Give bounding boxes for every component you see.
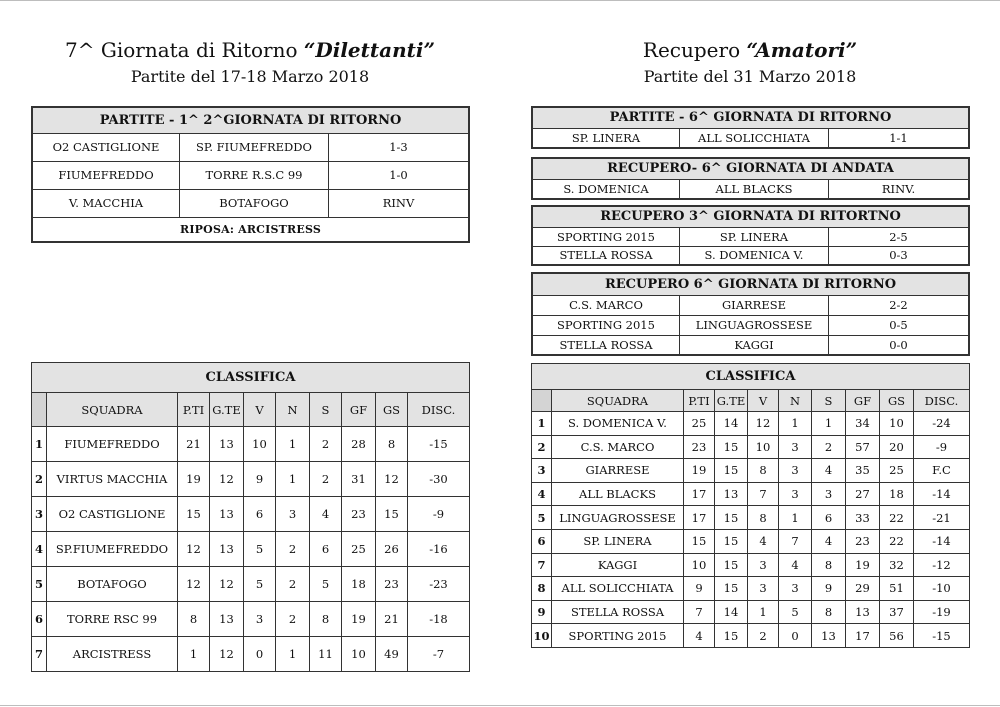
- team-name-cell: FIUMEFREDDO: [47, 427, 178, 462]
- stat-cell: -9: [408, 497, 470, 532]
- home-team: SPORTING 2015: [532, 315, 680, 335]
- stat-cell: 12: [210, 462, 244, 497]
- section-header: RECUPERO- 6^ GIORNATA DI ANDATA: [532, 158, 969, 179]
- position-column-header: [532, 390, 552, 412]
- stat-cell: 4: [748, 529, 779, 553]
- stat-cell: 4: [812, 529, 846, 553]
- position-cell: 2: [32, 462, 47, 497]
- stat-cell: 33: [846, 506, 880, 530]
- stat-cell: -21: [914, 506, 970, 530]
- score: 1-1: [829, 128, 970, 148]
- right-subtitle: Partite del 31 Marzo 2018: [643, 67, 857, 86]
- stat-cell: 31: [342, 462, 376, 497]
- team-name-cell: ALL SOLICCHIATA: [552, 577, 684, 601]
- stat-cell: 19: [178, 462, 210, 497]
- column-header: V: [748, 390, 779, 412]
- column-header: P.TI: [178, 393, 210, 427]
- table-row: [32, 567, 470, 602]
- stat-cell: 5: [310, 567, 342, 602]
- right-standings-table: [531, 363, 970, 648]
- team-name-cell: LINGUAGROSSESE: [552, 506, 684, 530]
- right-section-0: [531, 106, 970, 149]
- table-row: [32, 602, 470, 637]
- stat-cell: 3: [748, 577, 779, 601]
- away-team: SP. FIUMEFREDDO: [180, 133, 329, 161]
- table-row: [532, 412, 970, 436]
- stat-cell: 19: [846, 553, 880, 577]
- stat-cell: -19: [914, 600, 970, 624]
- position-cell: 9: [532, 600, 552, 624]
- column-header: SQUADRA: [552, 390, 684, 412]
- position-cell: 3: [532, 459, 552, 483]
- stat-cell: 28: [342, 427, 376, 462]
- stat-cell: 1: [276, 427, 310, 462]
- stat-cell: 26: [376, 532, 408, 567]
- away-team: BOTAFOGO: [180, 189, 329, 217]
- home-team: FIUMEFREDDO: [32, 161, 180, 189]
- stat-cell: 9: [684, 577, 715, 601]
- stat-cell: 13: [812, 624, 846, 648]
- stat-cell: -30: [408, 462, 470, 497]
- score: 2-2: [829, 295, 970, 315]
- stat-cell: 3: [779, 459, 812, 483]
- stat-cell: 6: [812, 506, 846, 530]
- page-top-border: [0, 0, 1000, 1]
- column-header: GF: [846, 390, 880, 412]
- home-team: V. MACCHIA: [32, 189, 180, 217]
- stat-cell: 0: [244, 637, 276, 672]
- stat-cell: 57: [846, 435, 880, 459]
- table-row: [32, 462, 470, 497]
- column-header: DISC.: [914, 390, 970, 412]
- stat-cell: 10: [684, 553, 715, 577]
- table-row: [532, 553, 970, 577]
- stat-cell: 8: [376, 427, 408, 462]
- table-row: [32, 161, 469, 189]
- stat-cell: 25: [342, 532, 376, 567]
- stat-cell: -14: [914, 529, 970, 553]
- stat-cell: 2: [310, 462, 342, 497]
- stat-cell: -16: [408, 532, 470, 567]
- position-cell: 10: [532, 624, 552, 648]
- stat-cell: F.C: [914, 459, 970, 483]
- stat-cell: 15: [715, 624, 748, 648]
- stat-cell: 4: [684, 624, 715, 648]
- position-cell: 6: [532, 529, 552, 553]
- stat-cell: 12: [178, 567, 210, 602]
- position-cell: 5: [532, 506, 552, 530]
- stat-cell: 15: [376, 497, 408, 532]
- stat-cell: 6: [310, 532, 342, 567]
- stat-cell: 3: [276, 497, 310, 532]
- stat-cell: 3: [779, 435, 812, 459]
- table-row: [532, 128, 969, 148]
- stat-cell: 2: [748, 624, 779, 648]
- position-cell: 2: [532, 435, 552, 459]
- column-header: G.TE: [715, 390, 748, 412]
- stat-cell: 29: [846, 577, 880, 601]
- column-header: V: [244, 393, 276, 427]
- stat-cell: -7: [408, 637, 470, 672]
- left-title: [30, 37, 470, 63]
- position-cell: 7: [532, 553, 552, 577]
- score: 0-3: [829, 246, 970, 265]
- stat-cell: 6: [244, 497, 276, 532]
- stat-cell: 13: [715, 482, 748, 506]
- table-row: [532, 624, 970, 648]
- stat-cell: 2: [276, 567, 310, 602]
- stat-cell: 15: [715, 435, 748, 459]
- position-cell: 1: [532, 412, 552, 436]
- stat-cell: 12: [748, 412, 779, 436]
- left-matches-header: PARTITE - 1^ 2^GIORNATA DI RITORNO: [32, 107, 469, 133]
- table-row: [532, 227, 969, 246]
- stat-cell: 12: [210, 637, 244, 672]
- column-header: GS: [376, 393, 408, 427]
- team-name-cell: GIARRESE: [552, 459, 684, 483]
- left-standings-table: [31, 362, 470, 672]
- stat-cell: 18: [342, 567, 376, 602]
- left-matches-table: [31, 106, 470, 243]
- stat-cell: 2: [310, 427, 342, 462]
- stat-cell: 3: [244, 602, 276, 637]
- table-row: [532, 482, 970, 506]
- stat-cell: 4: [310, 497, 342, 532]
- team-name-cell: SPORTING 2015: [552, 624, 684, 648]
- table-row: [32, 189, 469, 217]
- position-cell: 8: [532, 577, 552, 601]
- table-row: [532, 529, 970, 553]
- position-cell: 6: [32, 602, 47, 637]
- position-column-header: [32, 393, 47, 427]
- stat-cell: 9: [812, 577, 846, 601]
- home-team: S. DOMENICA: [532, 179, 680, 199]
- table-row: [32, 497, 470, 532]
- stat-cell: 4: [812, 459, 846, 483]
- stat-cell: 13: [846, 600, 880, 624]
- away-team: ALL SOLICCHIATA: [680, 128, 829, 148]
- stat-cell: 0: [779, 624, 812, 648]
- table-row: [532, 459, 970, 483]
- stat-cell: 10: [342, 637, 376, 672]
- position-cell: 4: [32, 532, 47, 567]
- stat-cell: 1: [812, 412, 846, 436]
- section-header: PARTITE - 6^ GIORNATA DI RITORNO: [532, 107, 969, 128]
- stat-cell: 21: [376, 602, 408, 637]
- stat-cell: 1: [779, 412, 812, 436]
- column-header: GF: [342, 393, 376, 427]
- stat-cell: 23: [684, 435, 715, 459]
- stat-cell: 8: [812, 600, 846, 624]
- stat-cell: 4: [779, 553, 812, 577]
- team-name-cell: ARCISTRESS: [47, 637, 178, 672]
- stat-cell: 22: [880, 529, 914, 553]
- stat-cell: -10: [914, 577, 970, 601]
- stat-cell: 15: [715, 506, 748, 530]
- right-heading: [530, 37, 970, 88]
- right-title: [530, 37, 970, 63]
- table-row: [532, 435, 970, 459]
- stat-cell: 19: [342, 602, 376, 637]
- position-cell: 5: [32, 567, 47, 602]
- stat-cell: 37: [880, 600, 914, 624]
- stat-cell: 3: [812, 482, 846, 506]
- stat-cell: 10: [880, 412, 914, 436]
- stat-cell: 3: [779, 482, 812, 506]
- position-cell: 3: [32, 497, 47, 532]
- stat-cell: 23: [342, 497, 376, 532]
- team-name-cell: KAGGI: [552, 553, 684, 577]
- left-subtitle: Partite del 17-18 Marzo 2018: [130, 67, 370, 86]
- team-name-cell: BOTAFOGO: [47, 567, 178, 602]
- right-title-prefix: Recupero: [642, 38, 747, 62]
- column-header: N: [276, 393, 310, 427]
- stat-cell: 23: [376, 567, 408, 602]
- column-header: S: [310, 393, 342, 427]
- score: 0-0: [829, 335, 970, 355]
- table-row: [532, 335, 969, 355]
- stat-cell: 49: [376, 637, 408, 672]
- table-row: [532, 179, 969, 199]
- stat-cell: 25: [880, 459, 914, 483]
- table-row: [532, 246, 969, 265]
- stat-cell: 17: [846, 624, 880, 648]
- team-name-cell: SP. LINERA: [552, 529, 684, 553]
- stat-cell: 8: [748, 506, 779, 530]
- home-team: STELLA ROSSA: [532, 335, 680, 355]
- right-section-1: [531, 157, 970, 200]
- position-cell: 4: [532, 482, 552, 506]
- team-name-cell: ALL BLACKS: [552, 482, 684, 506]
- stat-cell: 5: [244, 567, 276, 602]
- table-row: [532, 506, 970, 530]
- table-row: [532, 600, 970, 624]
- stat-cell: 5: [244, 532, 276, 567]
- team-name-cell: STELLA ROSSA: [552, 600, 684, 624]
- stat-cell: 2: [276, 532, 310, 567]
- stat-cell: 17: [684, 506, 715, 530]
- table-row: [32, 133, 469, 161]
- stat-cell: -23: [408, 567, 470, 602]
- home-team: SPORTING 2015: [532, 227, 680, 246]
- stat-cell: 1: [276, 637, 310, 672]
- stat-cell: 32: [880, 553, 914, 577]
- stat-cell: -14: [914, 482, 970, 506]
- away-team: GIARRESE: [680, 295, 829, 315]
- team-name-cell: C.S. MARCO: [552, 435, 684, 459]
- stat-cell: 27: [846, 482, 880, 506]
- stat-cell: 15: [715, 529, 748, 553]
- stat-cell: 10: [244, 427, 276, 462]
- column-header: N: [779, 390, 812, 412]
- stat-cell: -15: [408, 427, 470, 462]
- column-header: SQUADRA: [47, 393, 178, 427]
- team-name-cell: SP.FIUMEFREDDO: [47, 532, 178, 567]
- table-row: [532, 295, 969, 315]
- stat-cell: 7: [748, 482, 779, 506]
- stat-cell: 18: [880, 482, 914, 506]
- score: 1-0: [329, 161, 470, 189]
- stat-cell: 2: [812, 435, 846, 459]
- left-heading: [30, 37, 470, 88]
- column-header: DISC.: [408, 393, 470, 427]
- table-row: [532, 315, 969, 335]
- stat-cell: 11: [310, 637, 342, 672]
- stat-cell: 12: [210, 567, 244, 602]
- stat-cell: 51: [880, 577, 914, 601]
- away-team: LINGUAGROSSESE: [680, 315, 829, 335]
- stat-cell: 3: [748, 553, 779, 577]
- right-standings-header: CLASSIFICA: [532, 364, 970, 390]
- stat-cell: 20: [880, 435, 914, 459]
- home-team: C.S. MARCO: [532, 295, 680, 315]
- score: 1-3: [329, 133, 470, 161]
- stat-cell: 5: [779, 600, 812, 624]
- stat-cell: 23: [846, 529, 880, 553]
- column-header: P.TI: [684, 390, 715, 412]
- stat-cell: 13: [210, 497, 244, 532]
- home-team: O2 CASTIGLIONE: [32, 133, 180, 161]
- stat-cell: 9: [244, 462, 276, 497]
- stat-cell: 15: [715, 553, 748, 577]
- left-standings-header: CLASSIFICA: [32, 363, 470, 393]
- stat-cell: 3: [779, 577, 812, 601]
- stat-cell: 1: [779, 506, 812, 530]
- stat-cell: 12: [178, 532, 210, 567]
- away-team: KAGGI: [680, 335, 829, 355]
- stat-cell: 34: [846, 412, 880, 436]
- column-header: GS: [880, 390, 914, 412]
- stat-cell: -18: [408, 602, 470, 637]
- score: RINV: [329, 189, 470, 217]
- stat-cell: -12: [914, 553, 970, 577]
- stat-cell: -9: [914, 435, 970, 459]
- table-row: [32, 427, 470, 462]
- table-row: [532, 577, 970, 601]
- section-header: RECUPERO 3^ GIORNATA DI RITORTNO: [532, 206, 969, 227]
- stat-cell: 1: [748, 600, 779, 624]
- stat-cell: 22: [880, 506, 914, 530]
- stat-cell: 19: [684, 459, 715, 483]
- column-header-row: [532, 390, 970, 412]
- stat-cell: 7: [684, 600, 715, 624]
- stat-cell: 13: [210, 427, 244, 462]
- stat-cell: 35: [846, 459, 880, 483]
- stat-cell: 7: [779, 529, 812, 553]
- left-title-prefix: 7^ Giornata di Ritorno: [65, 38, 304, 62]
- away-team: TORRE R.S.C 99: [180, 161, 329, 189]
- table-row: [32, 637, 470, 672]
- right-title-category: “Amatori”: [746, 38, 858, 62]
- column-header: S: [812, 390, 846, 412]
- stat-cell: 8: [178, 602, 210, 637]
- stat-cell: 1: [276, 462, 310, 497]
- stat-cell: 15: [715, 459, 748, 483]
- page-bottom-border: [0, 705, 1000, 706]
- position-cell: 1: [32, 427, 47, 462]
- rest-team-note: RIPOSA: ARCISTRESS: [32, 217, 469, 242]
- stat-cell: 15: [684, 529, 715, 553]
- column-header: G.TE: [210, 393, 244, 427]
- stat-cell: -24: [914, 412, 970, 436]
- stat-cell: -15: [914, 624, 970, 648]
- team-name-cell: VIRTUS MACCHIA: [47, 462, 178, 497]
- right-section-3: [531, 272, 970, 356]
- away-team: ALL BLACKS: [680, 179, 829, 199]
- home-team: STELLA ROSSA: [532, 246, 680, 265]
- stat-cell: 13: [210, 602, 244, 637]
- stat-cell: 1: [178, 637, 210, 672]
- section-header: RECUPERO 6^ GIORNATA DI RITORNO: [532, 273, 969, 295]
- home-team: SP. LINERA: [532, 128, 680, 148]
- stat-cell: 15: [715, 577, 748, 601]
- stat-cell: 25: [684, 412, 715, 436]
- stat-cell: 14: [715, 412, 748, 436]
- stat-cell: 17: [684, 482, 715, 506]
- away-team: S. DOMENICA V.: [680, 246, 829, 265]
- stat-cell: 21: [178, 427, 210, 462]
- team-name-cell: TORRE RSC 99: [47, 602, 178, 637]
- column-header-row: [32, 393, 470, 427]
- stat-cell: 10: [748, 435, 779, 459]
- stat-cell: 8: [310, 602, 342, 637]
- stat-cell: 13: [210, 532, 244, 567]
- score: RINV.: [829, 179, 970, 199]
- stat-cell: 15: [178, 497, 210, 532]
- stat-cell: 56: [880, 624, 914, 648]
- stat-cell: 12: [376, 462, 408, 497]
- team-name-cell: O2 CASTIGLIONE: [47, 497, 178, 532]
- left-title-category: “Dilettanti”: [303, 38, 435, 62]
- score: 0-5: [829, 315, 970, 335]
- position-cell: 7: [32, 637, 47, 672]
- stat-cell: 2: [276, 602, 310, 637]
- stat-cell: 14: [715, 600, 748, 624]
- score: 2-5: [829, 227, 970, 246]
- away-team: SP. LINERA: [680, 227, 829, 246]
- right-section-2: [531, 205, 970, 266]
- team-name-cell: S. DOMENICA V.: [552, 412, 684, 436]
- table-row: [32, 532, 470, 567]
- stat-cell: 8: [812, 553, 846, 577]
- stat-cell: 8: [748, 459, 779, 483]
